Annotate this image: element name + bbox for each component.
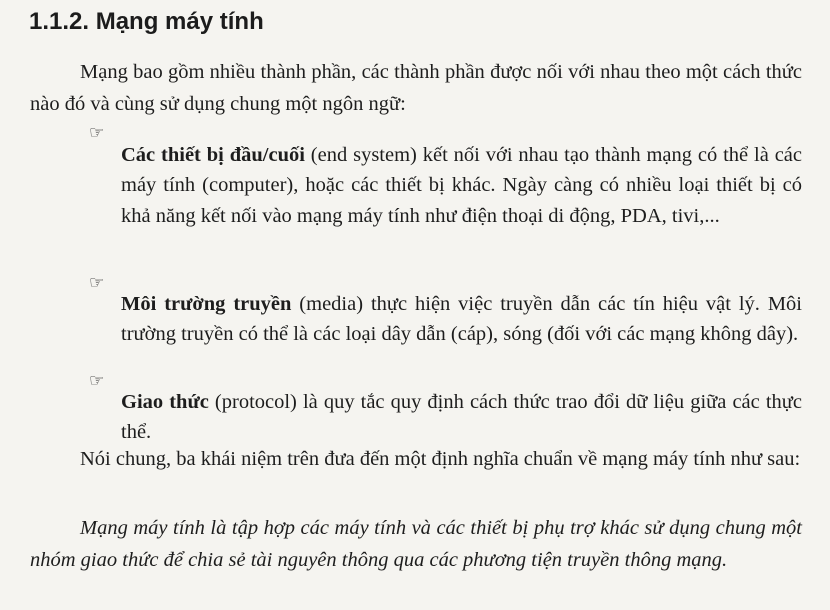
section-heading: 1.1.2. Mạng máy tính [29,8,264,35]
pointing-hand-icon: ☞ [89,123,105,143]
intro-paragraph: Mạng bao gồm nhiều thành phần, các thành phần được nối với nhau theo một cách thức nào đó và cùng sử dụng chung một ngôn ngữ: [30,61,802,115]
bullet-end-systems [121,140,802,232]
summary-paragraph: Nói chung, ba khái niệm trên đưa đến một định nghĩa chuẩn về mạng máy tính như sau: [80,448,801,470]
pointing-hand-icon: ☞ [89,273,105,293]
pointing-hand-icon: ☞ [89,371,105,391]
bullet-description: (end system) kết nối với nhau tạo thành mạng có thể là các máy tính (computer), hoặc các thiết bị khác. Ngày càng có nhiều loại thiết bị có khả năng kết nối vào mạng máy tính như điện thoại di động, PDA, tivi,... [121,143,802,228]
bullet-protocol [121,387,802,449]
bullet-description: (media) thực hiện việc truyền dẫn các tín hiệu vật lý. Môi trường truyền có thể là các loại dây dẫn (cáp), sóng (đối với các mạng không dây). [121,292,802,346]
bullet-term: Các thiết bị đầu/cuối [121,143,305,166]
bullet-media [121,289,802,351]
bullet-term: Môi trường truyền [121,292,292,315]
bullet-term: Giao thức [121,390,209,413]
definition-paragraph: Mạng máy tính là tập hợp các máy tính và các thiết bị phụ trợ khác sử dụng chung một nhóm giao thức để chia sẻ tài nguyên thông qua các phương tiện truyền thông mạng. [30,517,802,571]
bullet-description: (protocol) là quy tắc quy định cách thức trao đổi dữ liệu giữa các thực thể. [121,390,802,444]
